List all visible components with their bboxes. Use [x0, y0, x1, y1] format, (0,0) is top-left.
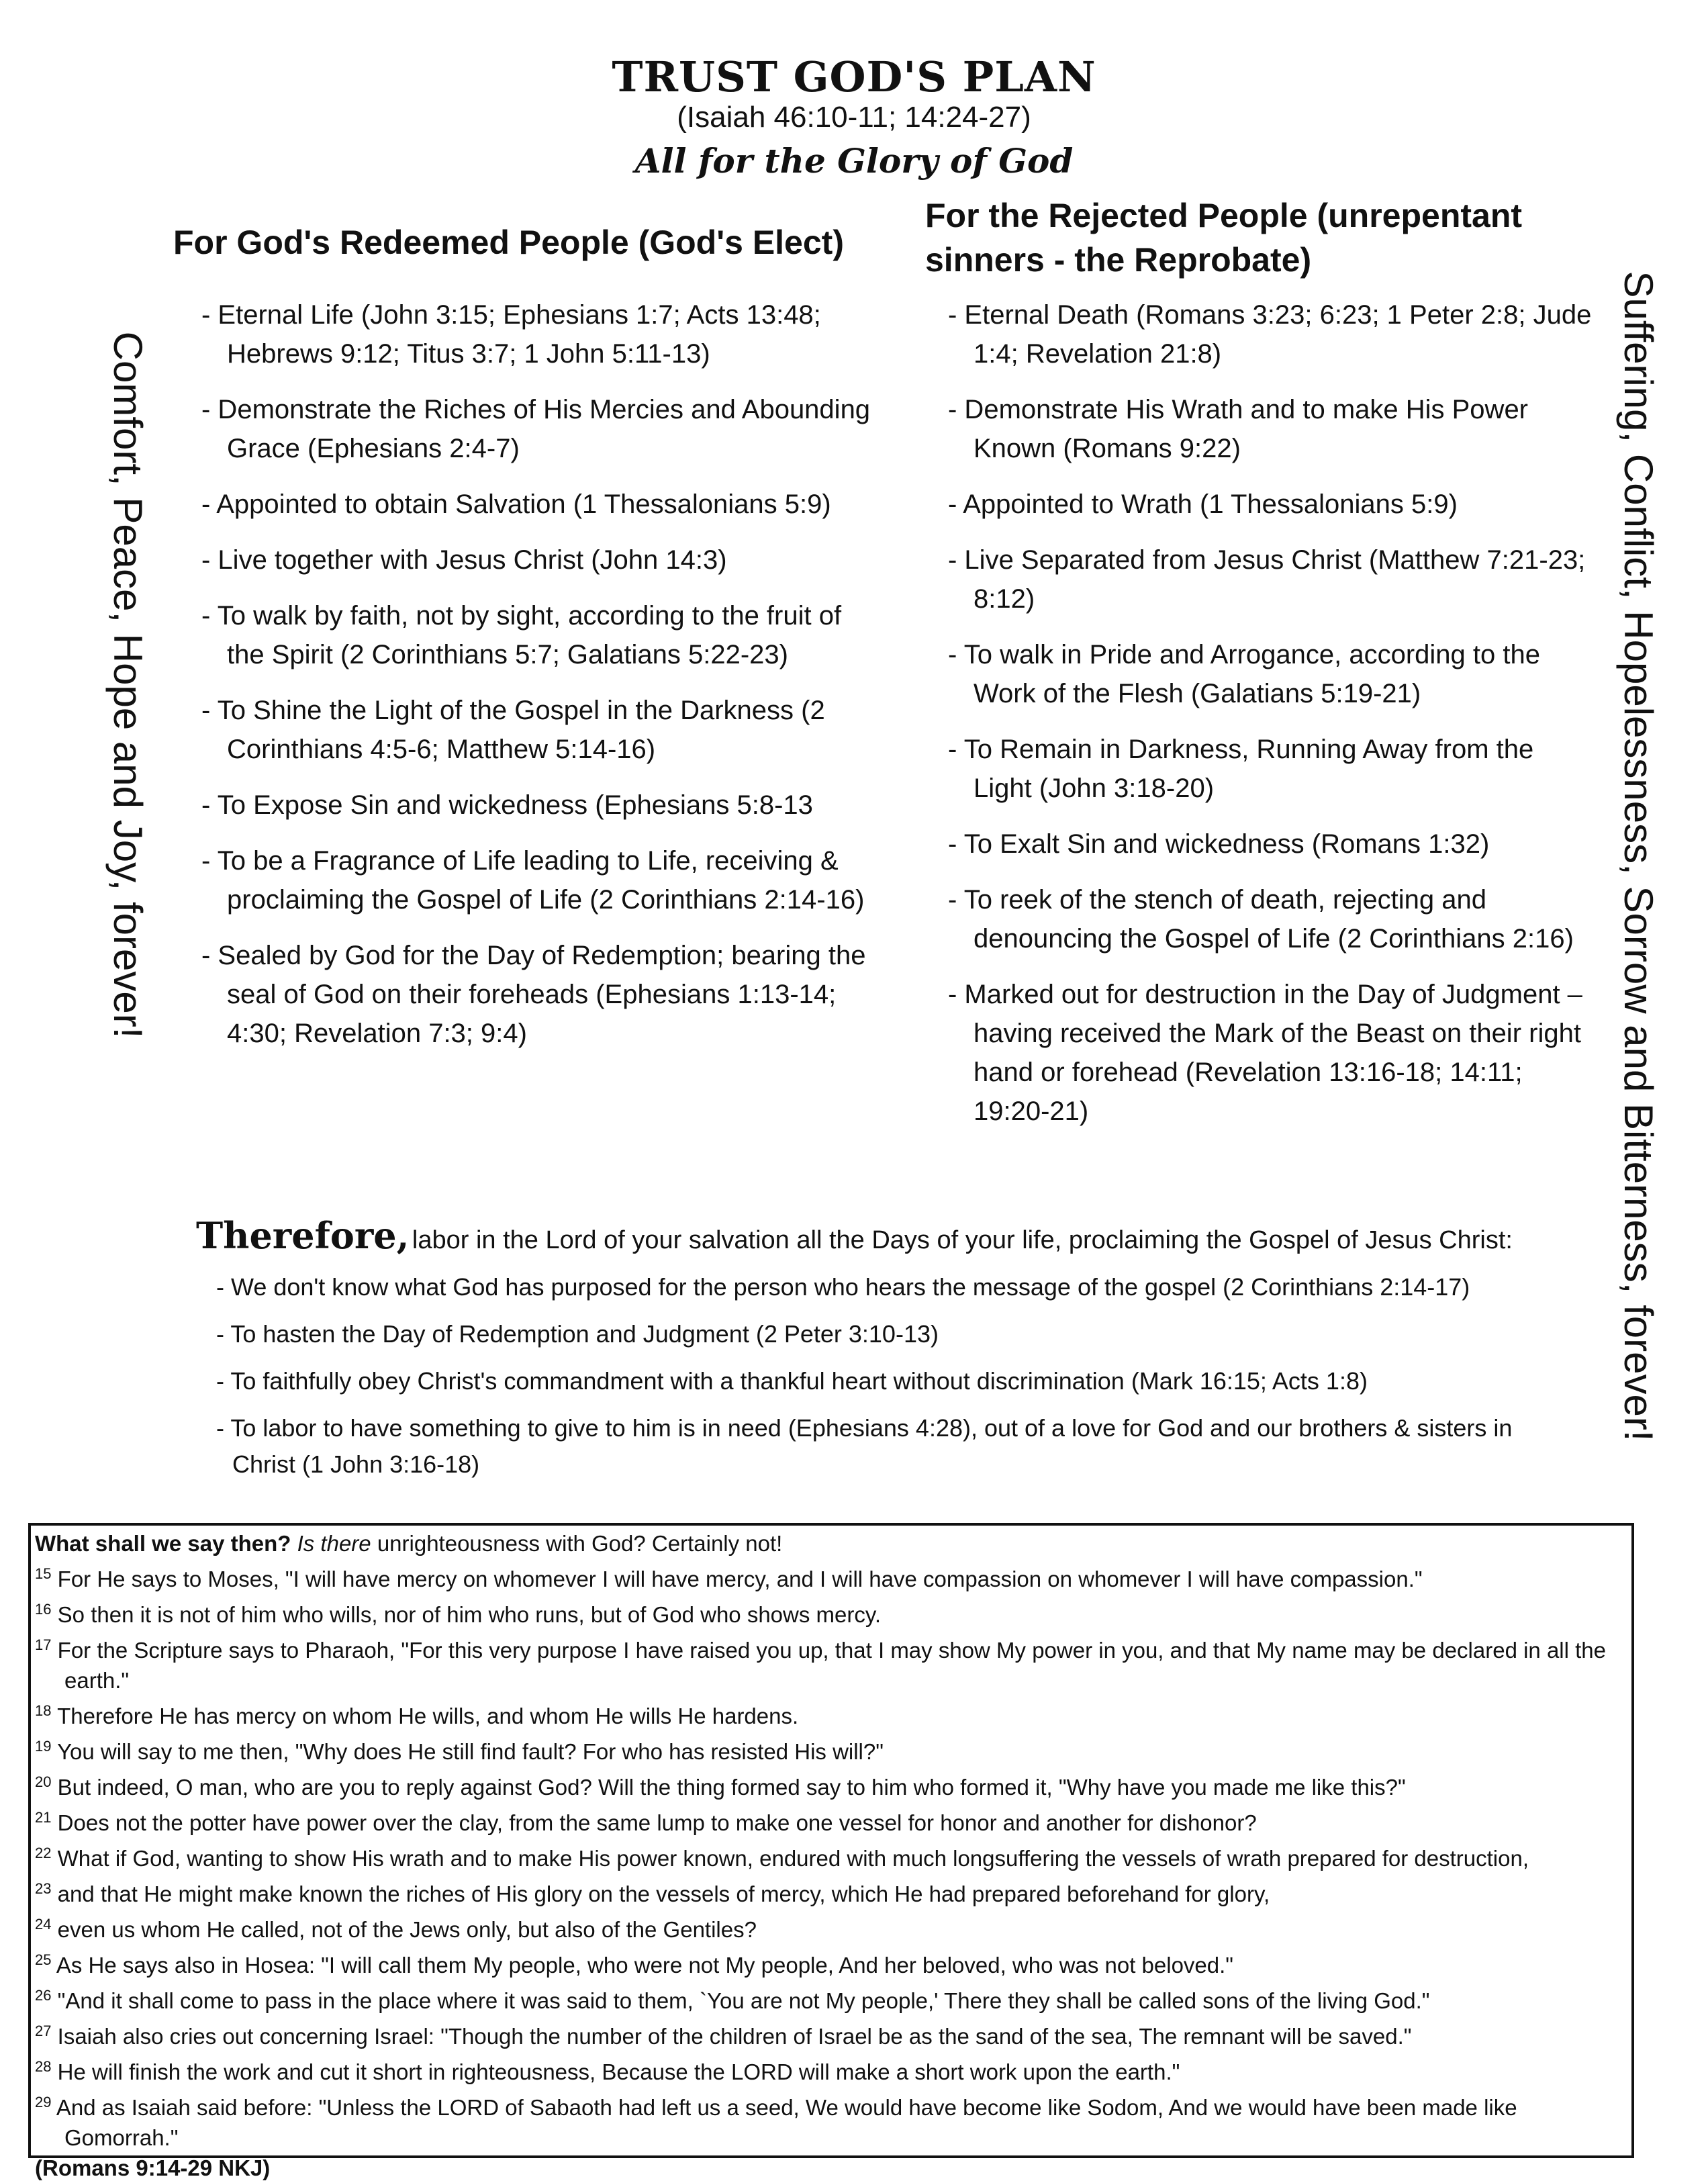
list-item: - Live Separated from Jesus Christ (Matthew 7:21-23; 8:12)	[948, 545, 1586, 614]
list-item: - To faithfully obey Christ's commandment with a thankful heart without discrimination (Mark 16:15; Acts 1:8)	[216, 1367, 1368, 1395]
list-item: - Live together with Jesus Christ (John 14:3)	[201, 545, 727, 575]
verse	[35, 1838, 1626, 1873]
verse-text: You will say to me then, "Why does He still find fault? For who has resisted His will?"	[57, 1739, 884, 1764]
therefore-text: labor in the Lord of your salvation all the Days of your life, proclaiming the Gospel of Jesus Christ:	[412, 1226, 1513, 1254]
verse-text: As He says also in Hosea: "I will call them My people, who were not My people, And her beloved, who was not beloved."	[56, 1953, 1234, 1978]
list-item: - To labor to have something to give to him is in need (Ephesians 4:28), out of a love for God and our brothers & sisters in Christ (1 John 3:16-18)	[216, 1414, 1513, 1478]
right-side-caption: Suffering, Conflict, Hopelessness, Sorrow and Bitterness, forever!	[1616, 271, 1661, 1442]
therefore-word: Therefore,	[196, 1214, 410, 1257]
list-item: - Sealed by God for the Day of Redemption; bearing the seal of God on their foreheads (Ephesians 1:13-14; 4:30; Revelation 7:3; 9:4)	[201, 941, 866, 1048]
verse	[35, 1594, 1626, 1630]
verse-text: "And it shall come to pass in the place where it was said to them, `You are not My people,' There they shall be called sons of the living God."	[57, 1988, 1430, 2013]
verse-text: What if God, wanting to show His wrath and to make His power known, endured with much longsuffering the vessels of wrath prepared for destruction,	[57, 1846, 1529, 1871]
intro-rest: unrighteousness with God? Certainly not!	[377, 1531, 783, 1556]
list-item: - Eternal Death (Romans 3:23; 6:23; 1 Peter 2:8; Jude 1:4; Revelation 21:8)	[948, 300, 1592, 369]
verse-number: 18	[35, 1702, 52, 1719]
verse	[35, 1873, 1626, 1909]
verse	[35, 2016, 1626, 2051]
list-item: - To Expose Sin and wickedness (Ephesians 5:8-13	[201, 790, 813, 820]
subtitle: All for the Glory of God	[634, 141, 1074, 181]
verse-text: even us whom He called, not of the Jews only, but also of the Gentiles?	[57, 1917, 757, 1942]
verse-text: Does not the potter have power over the clay, from the same lump to make one vessel for honor and another for dishonor?	[57, 1810, 1257, 1835]
verse	[35, 1802, 1626, 1838]
left-column-list	[201, 295, 873, 1070]
verse	[35, 1767, 1626, 1802]
verse	[35, 1980, 1626, 2016]
list-item: - Appointed to Wrath (1 Thessalonians 5:9)	[948, 490, 1458, 519]
intro-bold: What shall we say then?	[35, 1531, 291, 1556]
therefore-line	[196, 1214, 1539, 1257]
right-column-heading: For the Rejected People (unrepentant sinners - the Reprobate)	[925, 197, 1523, 279]
verse-text: For the Scripture says to Pharaoh, "For this very purpose I have raised you up, that I may show My power in you, and that My name may be declared in all the earth."	[57, 1638, 1606, 1693]
list-item: - To Remain in Darkness, Running Away from the Light (John 3:18-20)	[948, 735, 1534, 803]
list-item: - Eternal Life (John 3:15; Ephesians 1:7; Acts 13:48; Hebrews 9:12; Titus 3:7; 1 John 5:11-13)	[201, 300, 821, 369]
verse-number: 24	[35, 1916, 52, 1933]
list-item: - To hasten the Day of Redemption and Judgment (2 Peter 3:10-13)	[216, 1320, 939, 1348]
verse-number: 26	[35, 1987, 52, 2004]
scripture-text	[35, 1528, 1626, 2183]
verse-number: 19	[35, 1738, 52, 1755]
list-item: - We don't know what God has purposed for the person who hears the message of the gospel (2 Corinthians 2:14-17)	[216, 1273, 1470, 1301]
list-item: - To walk by faith, not by sight, according to the fruit of the Spirit (2 Corinthians 5:7; Galatians 5:22-23)	[201, 601, 842, 669]
list-item: - Demonstrate His Wrath and to make His Power Known (Romans 9:22)	[948, 395, 1529, 463]
verse-text: Therefore He has mercy on whom He wills, and whom He wills He hardens.	[57, 1704, 799, 1728]
verse-text: But indeed, O man, who are you to reply against God? Will the thing formed say to him who formed it, "Why have you made me like this?"	[57, 1775, 1406, 1800]
scripture-intro	[35, 1528, 1626, 1559]
therefore-list	[216, 1269, 1546, 1493]
verse-number: 22	[35, 1845, 52, 1861]
right-column-list	[948, 295, 1593, 1148]
verse	[35, 1630, 1626, 1696]
verse-number: 25	[35, 1951, 52, 1968]
left-side-caption: Comfort, Peace, Hope and Joy, forever!	[105, 331, 150, 1039]
verse	[35, 1696, 1626, 1731]
verse	[35, 2087, 1626, 2153]
verse-text: He will finish the work and cut it short in righteousness, Because the LORD will make a short work upon the earth."	[57, 2059, 1180, 2084]
left-column-heading: For God's Redeemed People (God's Elect)	[173, 224, 844, 261]
verse	[35, 1909, 1626, 1945]
verse-number: 28	[35, 2058, 52, 2075]
verse-number: 20	[35, 1773, 52, 1790]
list-item: - Demonstrate the Riches of His Mercies and Abounding Grace (Ephesians 2:4-7)	[201, 395, 871, 463]
verse-number: 15	[35, 1565, 52, 1582]
verse	[35, 1945, 1626, 1980]
list-item: - Marked out for destruction in the Day of Judgment – having received the Mark of the Beast on their right hand or forehead (Revelation 13:16-18; 14:11; 19:20-21)	[948, 980, 1582, 1126]
verse-number: 16	[35, 1601, 52, 1618]
list-item: - To walk in Pride and Arrogance, according to the Work of the Flesh (Galatians 5:19-21)	[948, 640, 1540, 708]
list-item: - To reek of the stench of death, rejecting and denouncing the Gospel of Life (2 Corinthians 2:16)	[948, 885, 1574, 954]
verse-number: 21	[35, 1809, 52, 1826]
verse-text: Isaiah also cries out concerning Israel: "Though the number of the children of Israel be as the sand of the sea, The remnant will be saved."	[57, 2024, 1412, 2049]
verse-text: And as Isaiah said before: "Unless the LORD of Sabaoth had left us a seed, We would have become like Sodom, And we would have been made like Gomorrah."	[56, 2095, 1517, 2150]
verse	[35, 2051, 1626, 2087]
verse	[35, 1559, 1626, 1594]
verse-number: 17	[35, 1636, 52, 1653]
verse-text: For He says to Moses, "I will have mercy on whomever I will have mercy, and I will have compassion on whomever I will have compassion."	[57, 1567, 1423, 1591]
verse-number: 29	[35, 2094, 52, 2110]
list-item: - To be a Fragrance of Life leading to Life, receiving & proclaiming the Gospel of Life (2 Corinthians 2:14-16)	[201, 846, 865, 915]
verse-number: 27	[35, 2023, 52, 2039]
verse-text: and that He might make known the riches of His glory on the vessels of mercy, which He had prepared beforehand for glory,	[57, 1882, 1270, 1906]
list-item: - To Exalt Sin and wickedness (Romans 1:32)	[948, 829, 1490, 859]
scripture-reference: (Isaiah 46:10-11; 14:24-27)	[677, 101, 1031, 134]
page-title: TRUST GOD'S PLAN	[612, 52, 1096, 101]
scripture-citation: (Romans 9:14-29 NKJ)	[35, 2155, 271, 2180]
verse-text: So then it is not of him who wills, nor of him who runs, but of God who shows mercy.	[57, 1602, 882, 1627]
intro-italic: Is there	[297, 1531, 371, 1556]
list-item: - Appointed to obtain Salvation (1 Thessalonians 5:9)	[201, 490, 831, 519]
list-item: - To Shine the Light of the Gospel in the Darkness (2 Corinthians 4:5-6; Matthew 5:14-16)	[201, 696, 825, 764]
verse	[35, 1731, 1626, 1767]
verse-number: 23	[35, 1880, 52, 1897]
